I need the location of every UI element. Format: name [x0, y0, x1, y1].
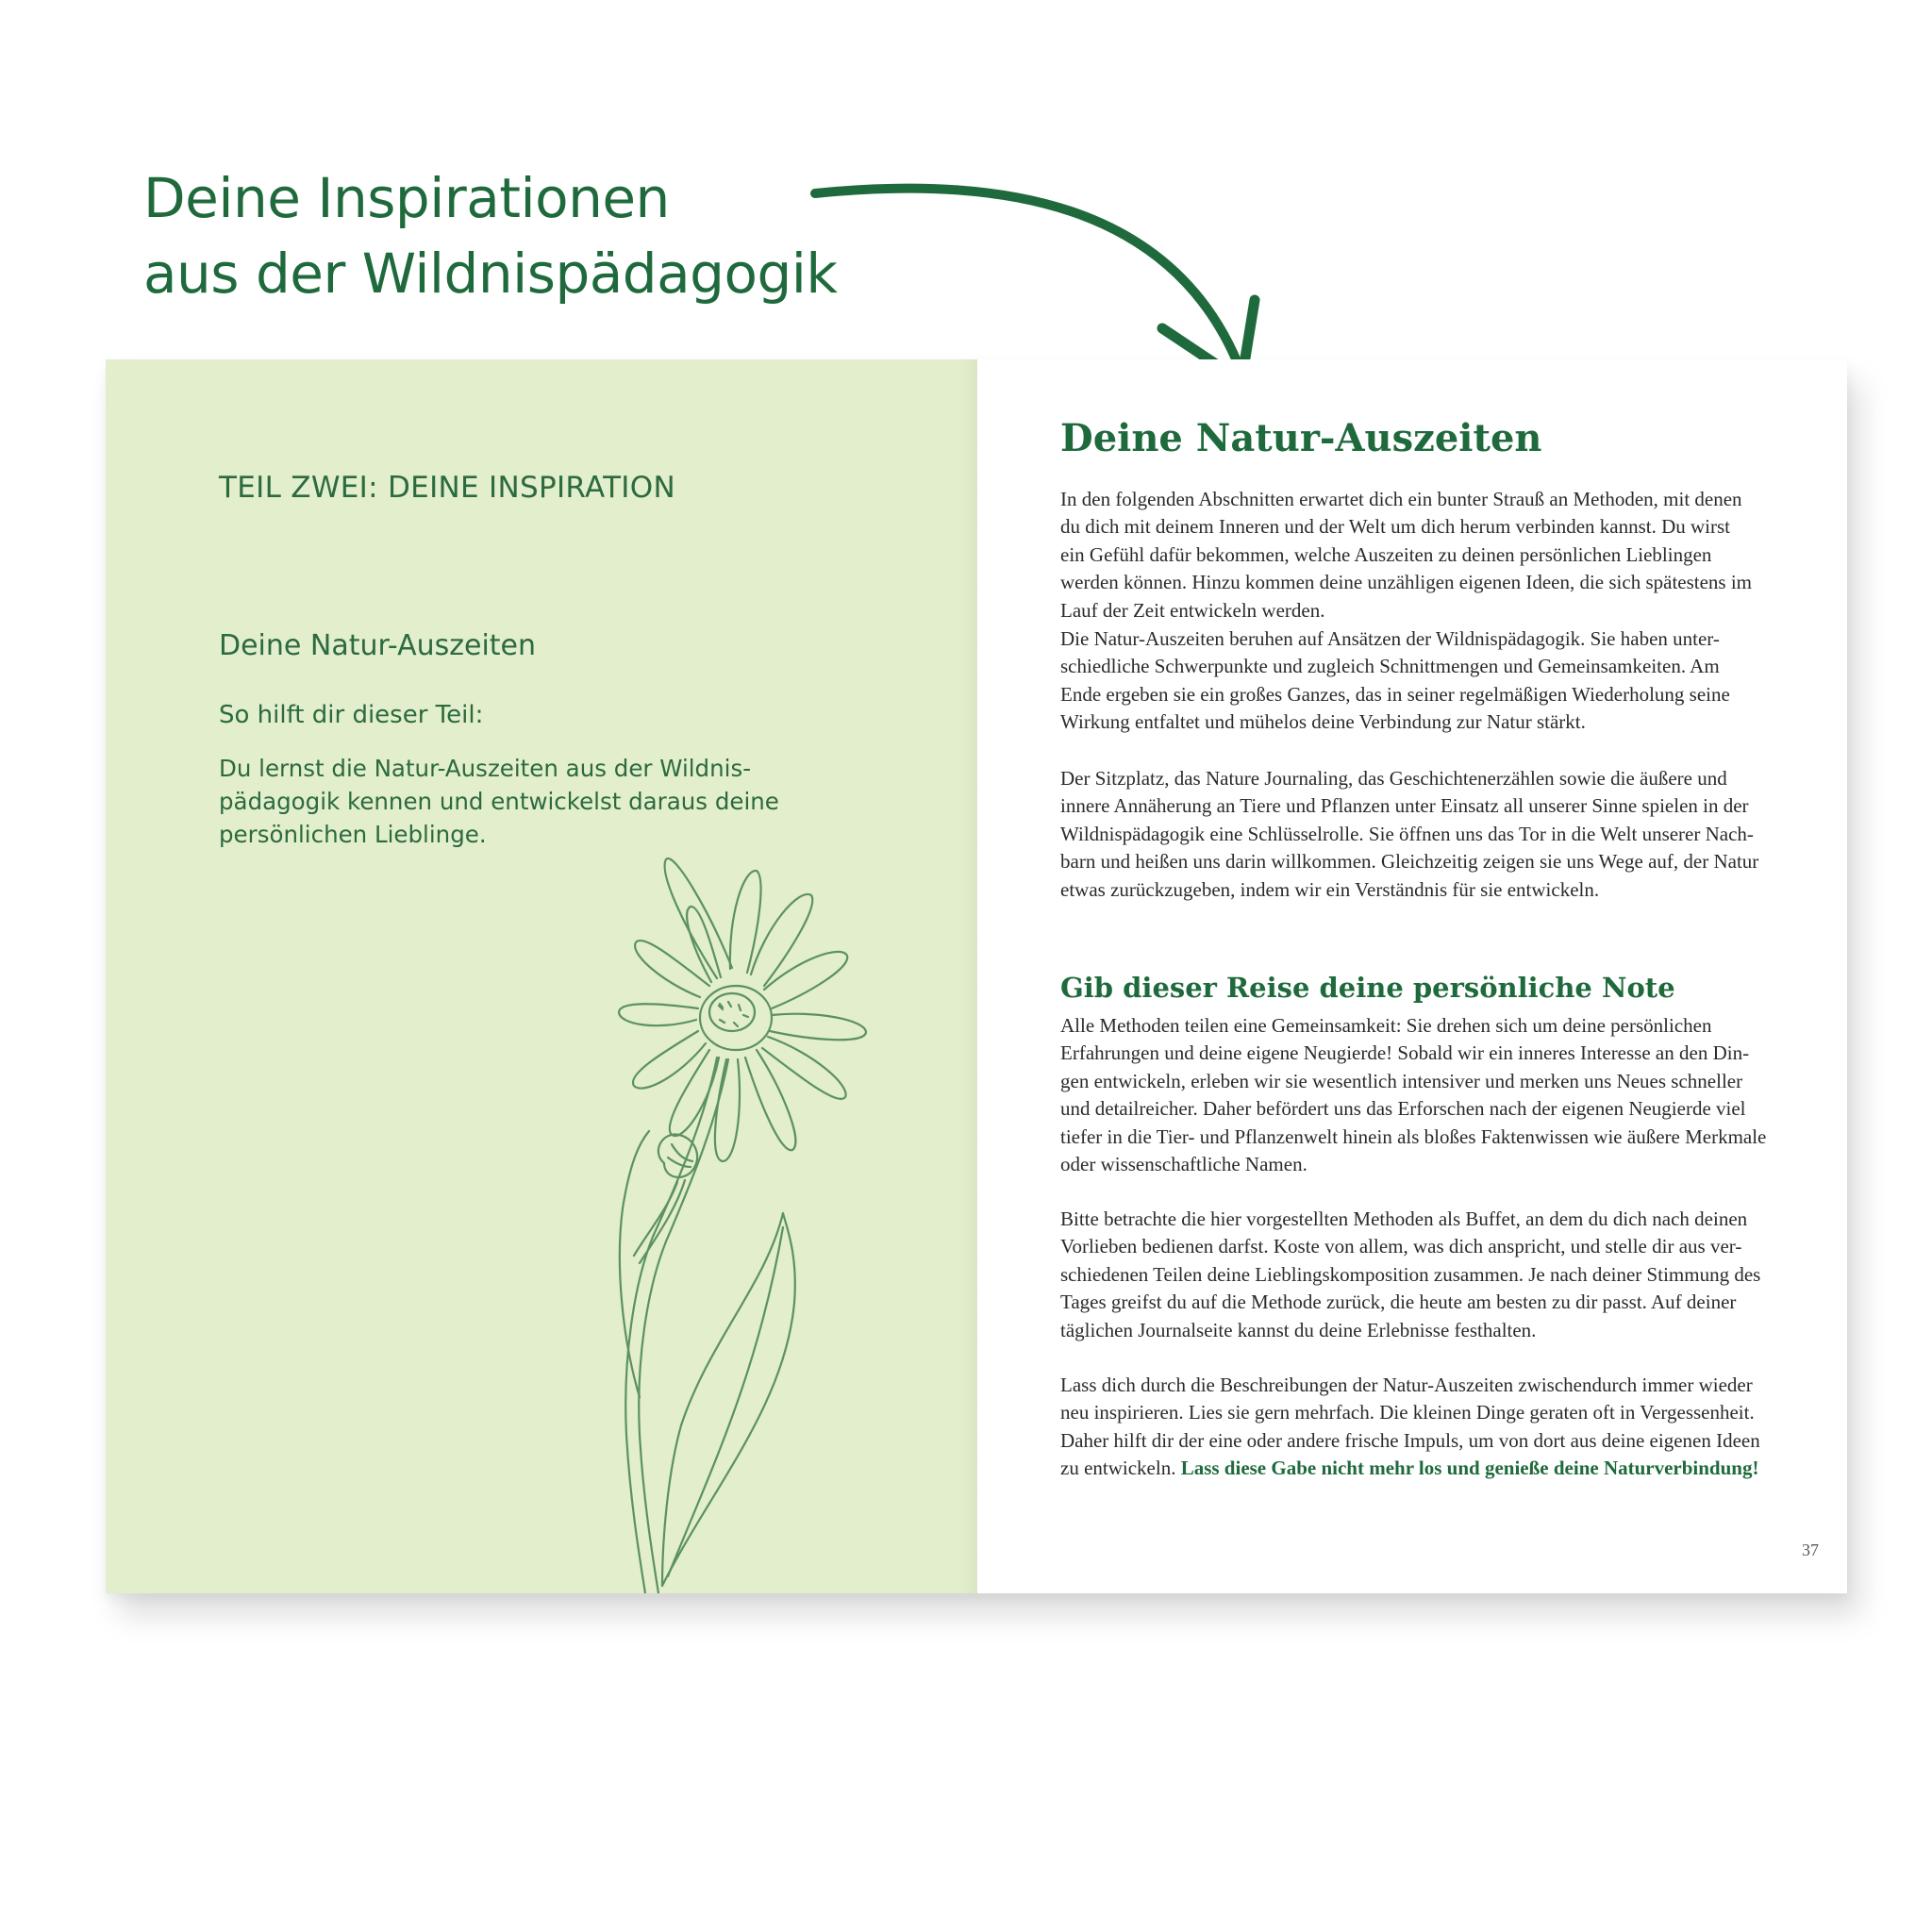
text-line: gen entwickeln, erleben wir sie wesentlich intensiver und merken uns Neues schneller	[1060, 1069, 1743, 1092]
paragraph-2	[1060, 625, 1796, 737]
left-page-subtitle: So hilft dir dieser Teil:	[219, 701, 484, 729]
text-line: du dich mit deinem Inneren und der Welt um dich herum verbinden kannst. Du wirst	[1060, 515, 1731, 539]
text-line: Wirkung entfaltet und mühelos deine Verbindung zur Natur stärkt.	[1060, 710, 1586, 734]
text-line: Vorlieben bedienen darfst. Koste von allem, was dich anspricht, und stelle dir aus ver-	[1060, 1235, 1742, 1258]
text-line: tiefer in die Tier- und Pflanzenwelt hinein als bloßes Faktenwissen wie äußere Merkmale	[1060, 1124, 1767, 1148]
text-line: werden können. Hinzu kommen deine unzähligen eigenen Ideen, die sich spätestens im	[1060, 571, 1753, 594]
closing-text: zu entwickeln.	[1060, 1457, 1181, 1480]
description-line: pädagogik kennen und entwickelst daraus deine	[219, 788, 779, 815]
text-line: Die Natur-Auszeiten beruhen auf Ansätzen der Wildnispädagogik. Sie haben unter-	[1060, 627, 1720, 650]
section-subheading: Gib dieser Reise deine persönliche Note	[1060, 972, 1675, 1004]
text-line: Erfahrungen und deine eigene Neugierde! Sobald wir ein inneres Interesse an den Din-	[1060, 1041, 1750, 1065]
text-line: oder wissenschaftliche Namen.	[1060, 1153, 1307, 1176]
text-line: schiedliche Schwerpunkte und zugleich Schnittmengen und Gemeinsamkeiten. Am	[1060, 655, 1720, 678]
text-line: täglichen Journalseite kannst du deine Erlebnisse festhalten.	[1060, 1318, 1537, 1341]
text-line: Wildnispädagogik eine Schlüsselrolle. Sie öffnen uns das Tor in die Welt unserer Nach-	[1060, 822, 1754, 845]
text-line: und detailreicher. Daher befördert uns das Erforschen nach der eigenen Neugierde viel	[1060, 1097, 1746, 1121]
closing-emphasis: Lass diese Gabe nicht mehr los und genieße deine Naturverbindung!	[1180, 1457, 1759, 1480]
text-line: Bitte betrachte die hier vorgestellten Methoden als Buffet, an dem du dich nach deinen	[1060, 1208, 1748, 1230]
text-line: In den folgenden Abschnitten erwartet dich ein bunter Strauß an Methoden, mit denen	[1060, 488, 1742, 510]
page-number: 37	[1802, 1541, 1819, 1559]
flower-drawing-icon	[106, 359, 977, 1593]
text-line: Lauf der Zeit entwickeln werden.	[1060, 598, 1325, 622]
part-label: TEIL ZWEI: DEINE INSPIRATION	[219, 471, 675, 505]
text-line: Daher hilft dir der eine oder andere frische Impuls, um von dort aus deine eigenen Ideen	[1060, 1428, 1760, 1452]
paragraph-5	[1060, 1206, 1796, 1344]
text-line: innere Annäherung an Tiere und Pflanzen unter Einsatz all unserer Sinne spielen in der	[1060, 794, 1749, 818]
text-line: schiedenen Teilen deine Lieblingskomposition zusammen. Je nach deiner Stimmung des	[1060, 1262, 1761, 1286]
right-page-title: Deine Natur-Auszeiten	[1060, 416, 1542, 460]
text-line: neu inspirieren. Lies sie gern mehrfach. Die kleinen Dinge geraten oft in Vergessenheit.	[1060, 1401, 1755, 1424]
description-line: Du lernst die Natur-Auszeiten aus der Wildnis-	[219, 755, 752, 782]
paragraph-6	[1060, 1372, 1796, 1483]
text-line: etwas zurückzugeben, indem wir ein Verständnis für sie entwickeln.	[1060, 877, 1600, 901]
text-line: Lass dich durch die Beschreibungen der Natur-Auszeiten zwischendurch immer wieder	[1060, 1374, 1753, 1396]
left-page	[106, 359, 977, 1593]
paragraph-1	[1060, 486, 1796, 625]
text-line: Der Sitzplatz, das Nature Journaling, das Geschichtenerzählen sowie die äußere und	[1060, 767, 1727, 790]
text-line: ein Gefühl dafür bekommen, welche Auszeiten zu deinen persönlichen Lieblingen	[1060, 542, 1712, 566]
paragraph-3	[1060, 765, 1796, 904]
headline-line-1: Deine Inspirationen	[143, 166, 670, 230]
description-line: persönlichen Lieblinge.	[219, 821, 487, 848]
headline	[143, 160, 860, 311]
paragraph-4	[1060, 1012, 1796, 1178]
text-line: barn und heißen uns darin willkommen. Gleichzeitig zeigen sie uns Wege auf, der Natur	[1060, 850, 1759, 874]
text-line-final	[1060, 1455, 1796, 1482]
text-line: Alle Methoden teilen eine Gemeinsamkeit: Sie drehen sich um deine persönlichen	[1060, 1014, 1712, 1037]
text-line: Tages greifst du auf die Methode zurück, die heute am besten zu dir passt. Auf deiner	[1060, 1291, 1737, 1314]
text-line: Ende ergeben sie ein großes Ganzes, das in seiner regelmäßigen Wiederholung seine	[1060, 682, 1730, 706]
right-page	[977, 359, 1847, 1593]
left-page-title: Deine Natur-Auszeiten	[219, 629, 537, 662]
headline-line-2: aus der Wildnispädagogik	[143, 242, 838, 306]
